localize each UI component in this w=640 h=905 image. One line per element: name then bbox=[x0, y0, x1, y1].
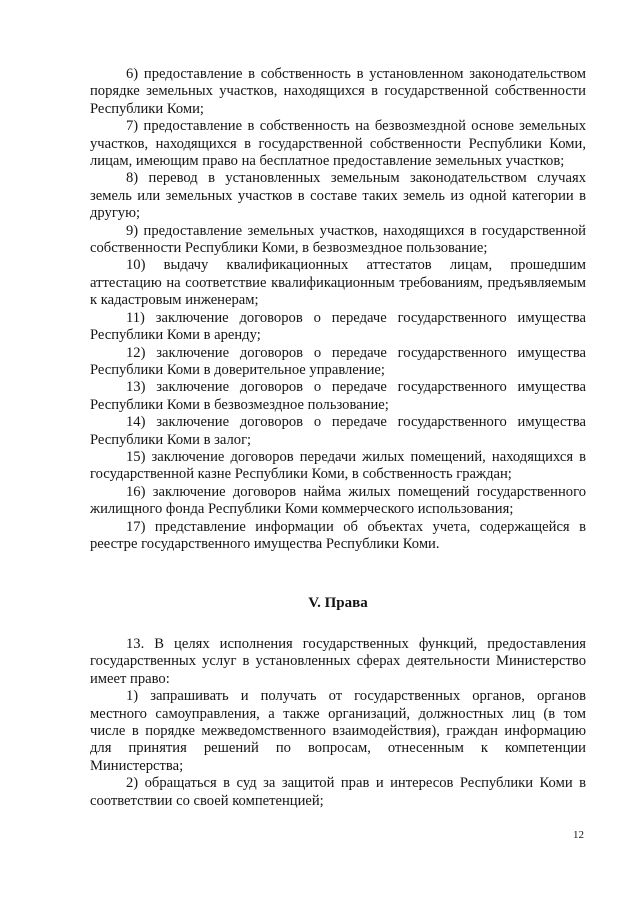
list-item-8: 8) перевод в установленных земельным законодательством случаях земель или земельных участков в составе таких земель из одной категории в другую; bbox=[90, 170, 586, 222]
list-item-9: 9) предоставление земельных участков, находящихся в государственной собственности Республики Коми, в безвозмездное пользование; bbox=[90, 222, 586, 257]
list-item-7: 7) предоставление в собственность на безвозмездной основе земельных участков, находящихся в государственной собственности Республики Коми, лицам, имеющим право на бесплатное предоставление земельных участков; bbox=[90, 118, 586, 170]
list-item-6: 6) предоставление в собственность в установленном законодательством порядке земельных участков, находящихся в государственной собственности Республики Коми; bbox=[90, 66, 586, 117]
document-body bbox=[90, 66, 586, 553]
list-item-12: 12) заключение договоров о передаче государственного имущества Республики Коми в доверительное управление; bbox=[90, 344, 586, 378]
section-paragraph-1: 1) запрашивать и получать от государственных органов, органов местного самоуправления, а также организаций, должностных лиц (в том числе в порядке межведомственного взаимодействия), граждан информацию для принятия решений по вопросам, отнесенным к компетенции Министерства; bbox=[90, 688, 586, 774]
section-paragraph-2: 2) обращаться в суд за защитой прав и интересов Республики Коми в соответствии со своей компетенцией; bbox=[90, 775, 586, 809]
list-item-17: 17) представление информации об объектах учета, содержащейся в реестре государственного имущества Республики Коми. bbox=[90, 518, 586, 552]
functions-list bbox=[90, 66, 586, 553]
list-item-14: 14) заключение договоров о передаче государственного имущества Республики Коми в залог; bbox=[90, 414, 586, 448]
page-number: 12 bbox=[573, 829, 584, 841]
list-item-16: 16) заключение договоров найма жилых помещений государственного жилищного фонда Республики Коми коммерческого использования; bbox=[90, 483, 586, 518]
list-item-11: 11) заключение договоров о передаче государственного имущества Республики Коми в аренду; bbox=[90, 309, 586, 344]
list-item-10: 10) выдачу квалификационных аттестатов лицам, прошедшим аттестацию на соответствие квалификационным требованиям, предъявляемым к кадастровым инженерам; bbox=[90, 257, 586, 309]
section-heading: V. Права bbox=[308, 595, 368, 611]
rights-section bbox=[90, 636, 586, 810]
list-item-13: 13) заключение договоров о передаче государственного имущества Республики Коми в безвозмездное пользование; bbox=[90, 379, 586, 413]
list-item-15: 15) заключение договоров передачи жилых помещений, находящихся в государственной казне Республики Коми, в собственность граждан; bbox=[90, 448, 586, 483]
section-paragraph-13: 13. В целях исполнения государственных функций, предоставления государственных услуг в установленных сферах деятельности Министерство имеет право: bbox=[90, 636, 586, 687]
